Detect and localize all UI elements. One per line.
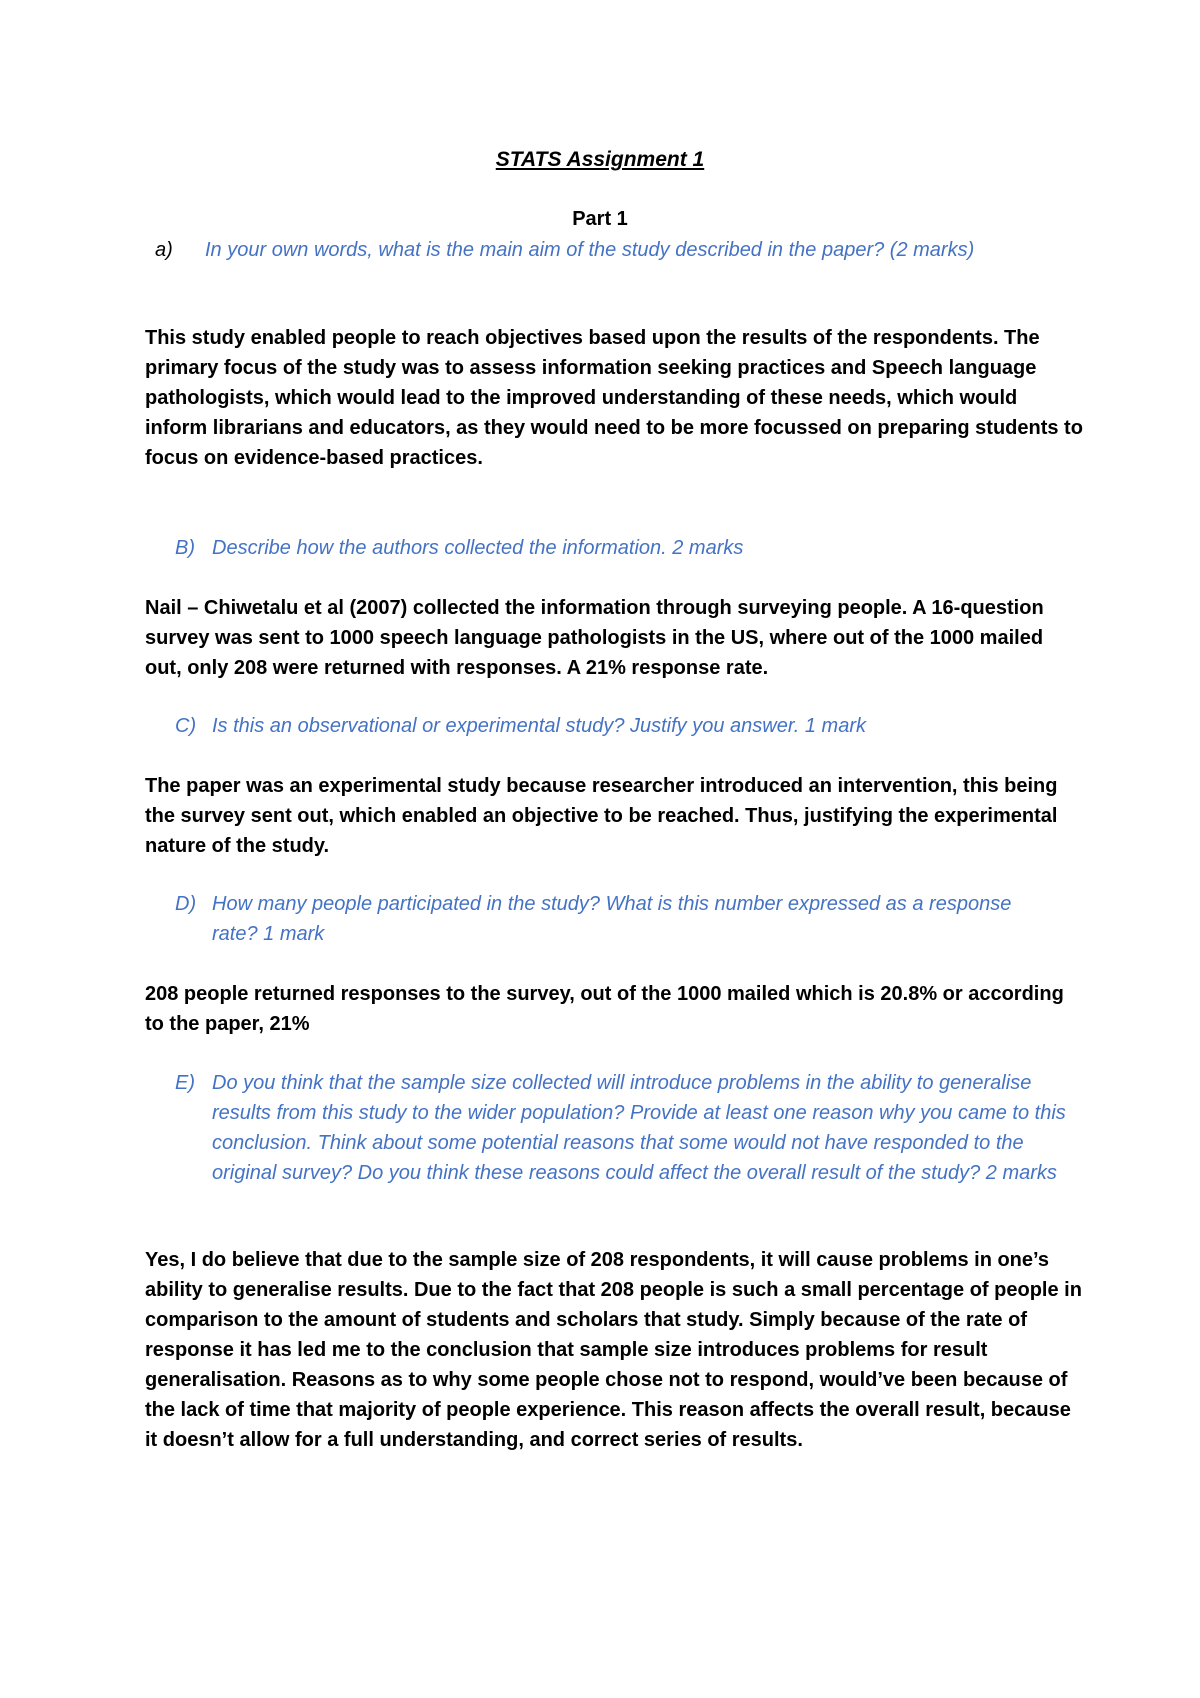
- question-e: [175, 1068, 1085, 1188]
- part-heading: Part 1: [572, 208, 628, 230]
- question-e-text: Do you think that the sample size collected will introduce problems in the ability to generalise results from this study to the wider population? Provide at least one reason why you came to this conclusion. Think about some potential reasons that some would not have responded to the original survey? Do you think these reasons could affect the overall result of the study? 2 marks: [212, 1072, 1066, 1184]
- question-b-marker: B): [175, 537, 195, 559]
- question-c: [175, 711, 1085, 741]
- answer-b: Nail – Chiwetalu et al (2007) collected the information through surveying people. A 16-question survey was sent to 1000 speech language pathologists in the US, where out of the 1000 mailed out, only 208 were returned with responses. A 21% response rate.: [145, 597, 1044, 679]
- question-e-marker: E): [175, 1072, 195, 1094]
- question-c-marker: C): [175, 715, 197, 737]
- answer-a: This study enabled people to reach objectives based upon the results of the respondents. The primary focus of the study was to assess information seeking practices and Speech language pathologists, which would lead to the improved understanding of these needs, which would inform librarians and educators, as they would need to be more focussed on preparing students to focus on evidence-based practices.: [145, 327, 1083, 469]
- document-title: STATS Assignment 1: [495, 148, 705, 171]
- question-d-text: How many people participated in the study? What is this number expressed as a response rate? 1 mark: [212, 893, 1012, 945]
- answer-d: 208 people returned responses to the survey, out of the 1000 mailed which is 20.8% or according to the paper, 21%: [145, 983, 1064, 1035]
- question-b-text: Describe how the authors collected the information. 2 marks: [212, 537, 744, 559]
- question-d-marker: D): [175, 893, 197, 915]
- question-d: [175, 889, 1055, 949]
- question-c-text: Is this an observational or experimental study? Justify you answer. 1 mark: [212, 715, 867, 737]
- answer-e: Yes, I do believe that due to the sample size of 208 respondents, it will cause problems in one’s ability to generalise results. Due to the fact that 208 people is such a small percentage of people in comparison to the amount of students and scholars that study. Simply because of the rate of response it has led me to the conclusion that sample size introduces problems for result generalisation. Reasons as to why some people chose not to respond, would’ve been because of the lack of time that majority of people experience. This reason affects the overall result, because it doesn’t allow for a full understanding, and correct series of results.: [145, 1249, 1082, 1451]
- question-a: [155, 235, 1085, 265]
- question-a-text: In your own words, what is the main aim of the study described in the paper? (2 marks): [205, 239, 975, 261]
- question-a-marker: a): [155, 239, 173, 261]
- answer-c: The paper was an experimental study because researcher introduced an intervention, this being the survey sent out, which enabled an objective to be reached. Thus, justifying the experimental nature of the study.: [145, 775, 1058, 857]
- question-b: [175, 533, 1085, 563]
